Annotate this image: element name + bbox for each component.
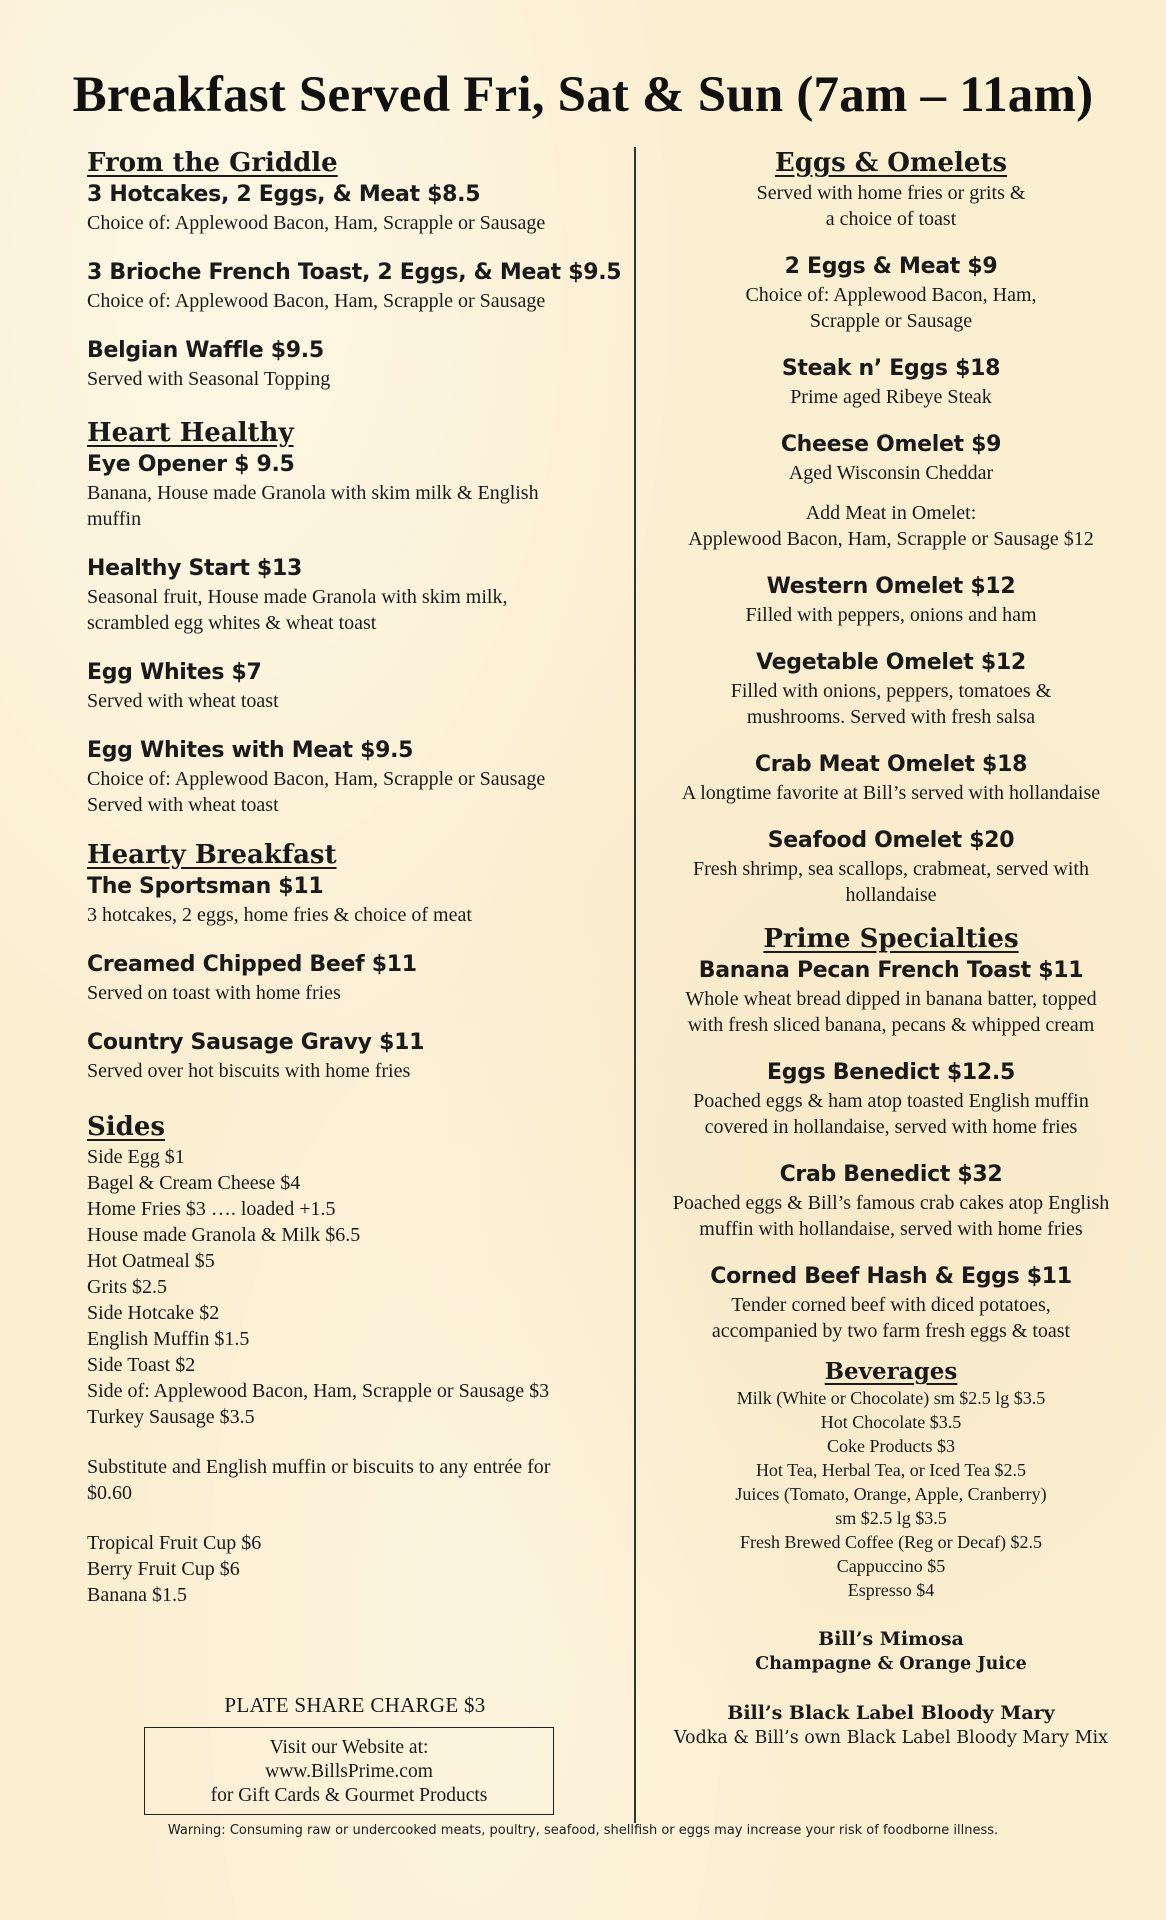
menu-item (87, 872, 627, 928)
substitute-note: Substitute and English muffin or biscuits to any entrée for (87, 1456, 551, 1478)
item-name: Crab Benedict $32 (779, 1162, 1003, 1187)
menu-title: Breakfast Served Fri, Sat & Sun (7am – 11am) (72, 67, 1094, 123)
section-heading-hearty: Hearty Breakfast (87, 840, 337, 870)
menu-item (87, 658, 627, 714)
side-item: Grits $2.5 (87, 1276, 167, 1298)
item-name: Egg Whites with Meat $9.5 (87, 738, 414, 763)
menu-item (640, 572, 1142, 628)
mimosa-desc: Champagne & Orange Juice (755, 1654, 1027, 1674)
item-desc: hollandaise (845, 884, 937, 906)
item-desc: scrambled egg whites & wheat toast (87, 612, 377, 634)
menu-item (640, 750, 1142, 806)
menu-item (87, 736, 627, 818)
item-name: Cheese Omelet $9 (780, 432, 1002, 457)
fruit-item: Banana $1.5 (87, 1584, 187, 1606)
side-item: Home Fries $3 …. loaded +1.5 (87, 1198, 336, 1220)
plate-share-charge: PLATE SHARE CHARGE $3 (224, 1693, 486, 1717)
item-name: 3 Hotcakes, 2 Eggs, & Meat $8.5 (87, 182, 481, 207)
fruit-item: Tropical Fruit Cup $6 (87, 1532, 262, 1554)
fruit-item: Berry Fruit Cup $6 (87, 1558, 240, 1580)
item-desc: Scrapple or Sausage (809, 310, 973, 332)
menu-item (87, 258, 627, 314)
item-desc: accompanied by two farm fresh eggs & toast (711, 1320, 1071, 1342)
item-desc: Choice of: Applewood Bacon, Ham, Scrapple or Sausage (87, 290, 546, 312)
intro-line: Served with home fries or grits & (756, 182, 1026, 204)
beverage-item: Fresh Brewed Coffee (Reg or Decaf) $2.5 (739, 1532, 1043, 1552)
item-desc: Seasonal fruit, House made Granola with skim milk, (87, 586, 508, 608)
add-meat-note (640, 500, 1142, 552)
item-desc: with fresh sliced banana, pecans & whipped cream (687, 1014, 1095, 1036)
section-heading-eggs: Eggs & Omelets (774, 148, 1008, 178)
item-desc: Choice of: Applewood Bacon, Ham, Scrapple or Sausage (87, 212, 546, 234)
item-desc: Prime aged Ribeye Steak (790, 386, 992, 408)
side-item: Bagel & Cream Cheese $4 (87, 1172, 301, 1194)
item-name: Corned Beef Hash & Eggs $11 (710, 1264, 1072, 1289)
item-desc: covered in hollandaise, served with home fries (704, 1116, 1078, 1138)
section-heading-healthy: Heart Healthy (87, 418, 294, 448)
add-meat-line: Add Meat in Omelet: (805, 502, 977, 524)
item-name: Banana Pecan French Toast $11 (698, 958, 1084, 983)
website-line: for Gift Cards & Gourmet Products (210, 1785, 488, 1806)
item-desc: Whole wheat bread dipped in banana batter, topped (685, 988, 1097, 1010)
mimosa-name: Bill’s Mimosa (818, 1628, 964, 1650)
menu-item (640, 826, 1142, 908)
item-desc: Poached eggs & ham atop toasted English muffin (693, 1090, 1089, 1112)
side-item: Side Toast $2 (87, 1354, 196, 1376)
item-desc: Aged Wisconsin Cheddar (788, 462, 994, 484)
section-heading-griddle: From the Griddle (87, 148, 338, 178)
item-desc: Tender corned beef with diced potatoes, (731, 1294, 1051, 1316)
item-name: Belgian Waffle $9.5 (87, 338, 324, 363)
item-desc: Served on toast with home fries (87, 982, 341, 1004)
beverage-item: sm $2.5 lg $3.5 (835, 1508, 947, 1528)
item-name: Vegetable Omelet $12 (756, 650, 1026, 675)
item-name: Eggs Benedict $12.5 (767, 1060, 1015, 1085)
menu-item (640, 252, 1142, 334)
item-name: Creamed Chipped Beef $11 (87, 952, 417, 977)
menu-item (640, 648, 1142, 730)
item-name: Steak n’ Eggs $18 (781, 356, 1001, 381)
item-desc: Filled with onions, peppers, tomatoes & (730, 680, 1052, 702)
item-name: Egg Whites $7 (87, 660, 262, 685)
website-box (144, 1727, 554, 1815)
item-desc: mushrooms. Served with fresh salsa (746, 706, 1036, 728)
bloody-mary-name: Bill’s Black Label Bloody Mary (727, 1702, 1055, 1724)
menu-item (87, 180, 627, 236)
item-name: Crab Meat Omelet $18 (754, 752, 1028, 777)
section-heading-prime: Prime Specialties (763, 924, 1019, 954)
menu-item (640, 1058, 1142, 1140)
item-desc: Filled with peppers, onions and ham (745, 604, 1037, 626)
item-desc: Served with Seasonal Topping (87, 368, 331, 390)
right-column (640, 146, 1142, 1750)
item-desc: Choice of: Applewood Bacon, Ham, (745, 284, 1037, 306)
item-name: Healthy Start $13 (87, 556, 302, 581)
item-name: Country Sausage Gravy $11 (87, 1030, 425, 1055)
item-name: The Sportsman $11 (87, 874, 324, 899)
menu-item (87, 554, 627, 636)
bloody-mary-desc: Vodka & Bill’s own Black Label Bloody Mary Mix (674, 1728, 1108, 1748)
item-desc: 3 hotcakes, 2 eggs, home fries & choice of meat (87, 904, 472, 926)
item-name: 2 Eggs & Meat $9 (784, 254, 998, 279)
beverage-item: Espresso $4 (847, 1580, 935, 1600)
column-divider (634, 147, 636, 1823)
menu-item (640, 956, 1142, 1038)
beverage-item: Coke Products $3 (827, 1436, 955, 1456)
item-desc: Choice of: Applewood Bacon, Ham, Scrapple or Sausage (87, 768, 546, 790)
menu-item (87, 336, 627, 392)
item-desc: Fresh shrimp, sea scallops, crabmeat, served with (692, 858, 1089, 880)
section-heading-sides: Sides (87, 1112, 166, 1142)
side-item: House made Granola & Milk $6.5 (87, 1224, 361, 1246)
menu-item (640, 1262, 1142, 1344)
left-column (87, 146, 627, 1608)
side-item: Side Egg $1 (87, 1146, 185, 1168)
item-desc: muffin (87, 508, 142, 530)
item-desc: Served over hot biscuits with home fries (87, 1060, 411, 1082)
side-item: English Muffin $1.5 (87, 1328, 250, 1350)
beverage-item: Hot Tea, Herbal Tea, or Iced Tea $2.5 (755, 1460, 1027, 1480)
menu-item (640, 1160, 1142, 1242)
beverage-item: Hot Chocolate $3.5 (820, 1412, 962, 1432)
item-name: Seafood Omelet $20 (767, 828, 1015, 853)
website-url: www.BillsPrime.com (265, 1761, 433, 1782)
menu-item (87, 450, 627, 532)
beverage-item: Juices (Tomato, Orange, Apple, Cranberry) (735, 1484, 1047, 1504)
substitute-note: $0.60 (87, 1482, 132, 1504)
item-desc: muffin with hollandaise, served with home fries (699, 1218, 1083, 1240)
beverage-item: Milk (White or Chocolate) sm $2.5 lg $3.5 (736, 1388, 1046, 1408)
side-item: Side Hotcake $2 (87, 1302, 220, 1324)
sides-list (87, 1144, 627, 1608)
beverage-item: Cappuccino $5 (836, 1556, 946, 1576)
item-desc: Served with wheat toast (87, 690, 279, 712)
item-name: Western Omelet $12 (766, 574, 1016, 599)
side-item: Side of: Applewood Bacon, Ham, Scrapple or Sausage $3 (87, 1380, 550, 1402)
item-desc: Poached eggs & Bill’s famous crab cakes atop English (672, 1192, 1110, 1214)
website-line: Visit our Website at: (269, 1737, 429, 1758)
item-name: 3 Brioche French Toast, 2 Eggs, & Meat $9.5 (87, 260, 622, 285)
beverage-list (640, 1386, 1142, 1602)
add-meat-line: Applewood Bacon, Ham, Scrapple or Sausage $12 (688, 528, 1094, 550)
menu-item (87, 1028, 627, 1084)
side-item: Hot Oatmeal $5 (87, 1250, 215, 1272)
intro-line: a choice of toast (825, 208, 957, 230)
item-desc: Served with wheat toast (87, 794, 279, 816)
item-name: Eye Opener $ 9.5 (87, 452, 295, 477)
food-safety-warning: Warning: Consuming raw or undercooked meats, poultry, seafood, shellfish or eggs may increase your risk of foodborne illness. (167, 1823, 999, 1838)
menu-item (640, 430, 1142, 486)
section-intro (640, 180, 1142, 232)
section-heading-beverages: Beverages (824, 1358, 958, 1385)
side-item: Turkey Sausage $3.5 (87, 1406, 255, 1428)
item-desc: A longtime favorite at Bill’s served with hollandaise (681, 782, 1101, 804)
menu-item (640, 354, 1142, 410)
item-desc: Banana, House made Granola with skim milk & English (87, 482, 539, 504)
menu-item (87, 950, 627, 1006)
